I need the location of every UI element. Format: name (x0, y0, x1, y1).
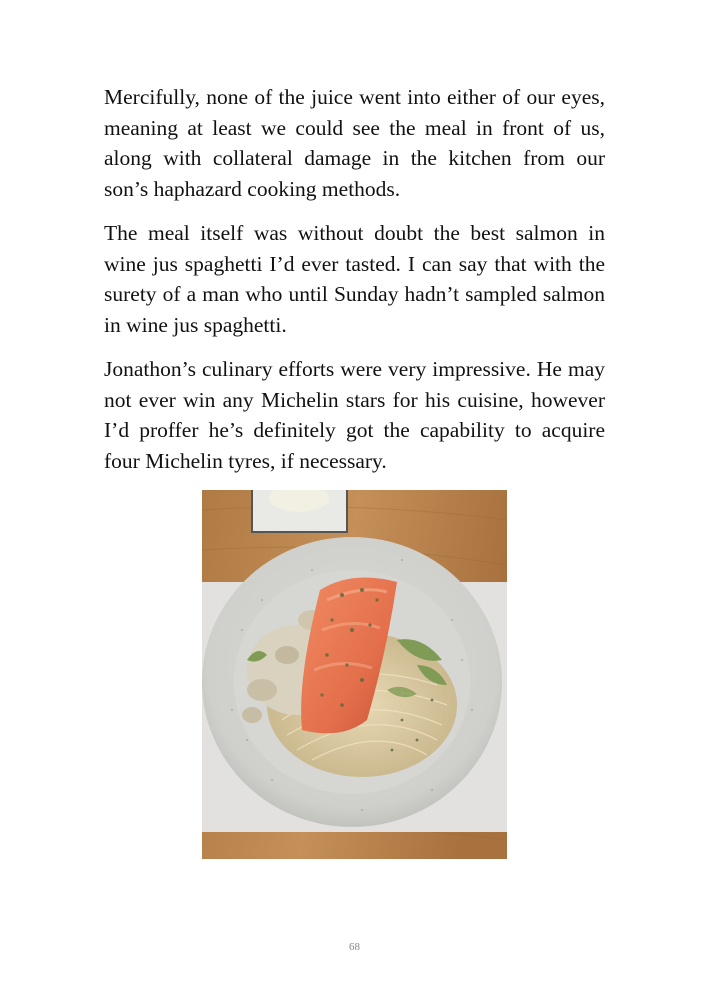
page-number: 68 (349, 941, 360, 953)
salmon-spaghetti-photo (202, 490, 507, 859)
paragraph-2: The meal itself was without doubt the best salmon in wine jus spaghetti I’d ever tasted. I can say that with the surety of a man who until Sunday hadn’t sampled salmon in wine jus spaghetti. (104, 221, 605, 337)
paragraph-1: Mercifully, none of the juice went into either of our eyes, meaning at least we could see the meal in front of us, along with collateral damage in the kitchen from our son’s haphazard cooking methods. (104, 85, 605, 201)
paragraph-3: Jonathon’s culinary efforts were very impressive. He may not ever win any Michelin stars for his cuisine, however I’d proffer he’s definitely got the capability to acquire four Michelin tyres, if necessary. (104, 357, 605, 473)
body-text (104, 82, 605, 490)
